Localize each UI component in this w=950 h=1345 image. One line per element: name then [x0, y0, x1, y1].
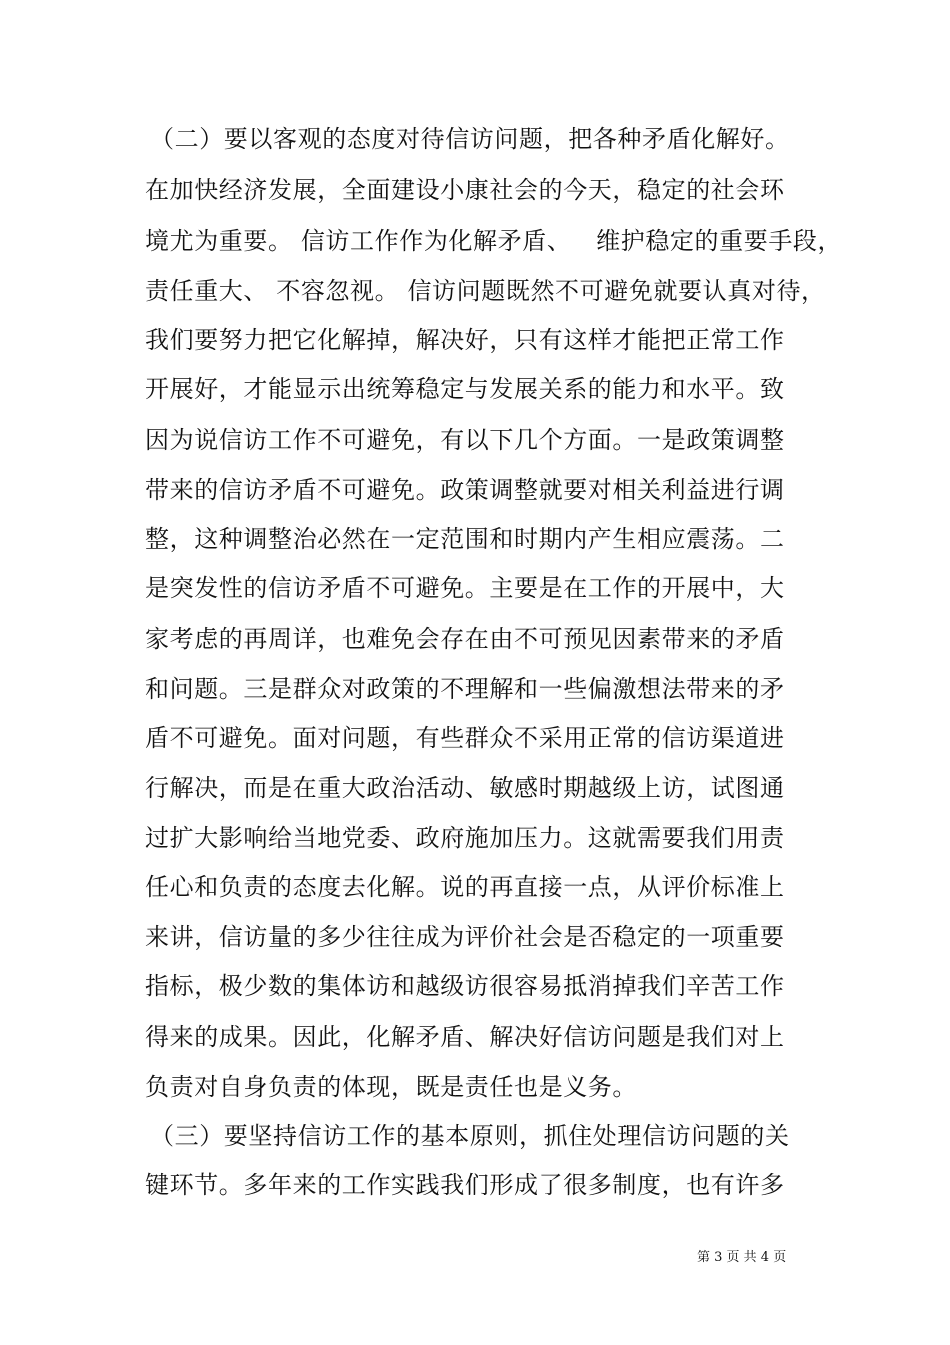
paragraph-line: 整，这种调整治必然在一定范围和时期内产生相应震荡。二	[145, 525, 785, 553]
paragraph-line: 我们要努力把它化解掉，解决好，只有这样才能把正常工作	[145, 326, 785, 354]
page-number-footer: 第 3 页 共 4 页	[697, 1250, 787, 1265]
paragraph-line: 来讲，信访量的多少往往成为评价社会是否稳定的一项重要	[145, 923, 785, 951]
paragraph-line: 过扩大影响给当地党委、政府施加压力。这就需要我们用责	[145, 824, 785, 852]
paragraph-line: 和问题。三是群众对政策的不理解和一些偏激想法带来的矛	[145, 675, 785, 703]
paragraph-line: 是突发性的信访矛盾不可避免。主要是在工作的开展中，大	[145, 574, 785, 602]
paragraph-line: 家考虑的再周详，也难免会存在由不可预见因素带来的矛盾	[145, 625, 785, 653]
paragraph-line: 任心和负责的态度去化解。说的再直接一点，从评价标准上	[145, 873, 785, 901]
paragraph-line: 指标，极少数的集体访和越级访很容易抵消掉我们辛苦工作	[145, 972, 785, 1000]
paragraph-line: 境尤为重要。 信访工作作为化解矛盾、 维护稳定的重要手段，	[145, 227, 843, 255]
section-heading-3: （三）要坚持信访工作的基本原则，抓住处理信访问题的关	[150, 1122, 790, 1150]
paragraph-line: 行解决，而是在重大政治活动、敏感时期越级上访，试图通	[145, 774, 785, 802]
paragraph-line: 键环节。多年来的工作实践我们形成了很多制度，也有许多	[145, 1171, 785, 1199]
paragraph-line: 开展好，才能显示出统筹稳定与发展关系的能力和水平。致	[145, 375, 785, 403]
paragraph-line: 负责对自身负责的体现，既是责任也是义务。	[145, 1073, 637, 1101]
paragraph-line: 得来的成果。因此，化解矛盾、解决好信访问题是我们对上	[145, 1023, 785, 1051]
paragraph-line: 盾不可避免。面对问题，有些群众不采用正常的信访渠道进	[145, 724, 785, 752]
paragraph-line: 在加快经济发展，全面建设小康社会的今天，稳定的社会环	[145, 176, 785, 204]
paragraph-line: 因为说信访工作不可避免，有以下几个方面。一是政策调整	[145, 426, 785, 454]
paragraph-line: 带来的信访矛盾不可避免。政策调整就要对相关利益进行调	[145, 476, 785, 504]
paragraph-line: 责任重大、 不容忽视。 信访问题既然不可避免就要认真对待，	[145, 277, 826, 305]
section-heading-2: （二）要以客观的态度对待信访问题，把各种矛盾化解好。	[150, 125, 790, 153]
